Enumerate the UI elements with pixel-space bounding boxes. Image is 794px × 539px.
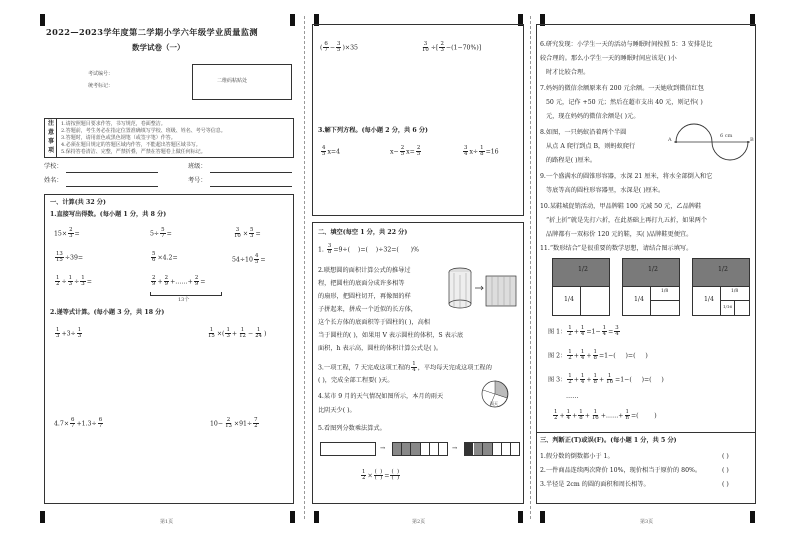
bar-model bbox=[464, 442, 520, 456]
bar-seg bbox=[511, 443, 519, 455]
eighth-label: 1/8 bbox=[661, 289, 669, 294]
denominator: 2 bbox=[554, 415, 558, 422]
denominator: 4 bbox=[412, 367, 416, 374]
name-label: 姓名： bbox=[44, 177, 63, 184]
numerator: 3 bbox=[235, 227, 240, 233]
numerator: 1 bbox=[56, 275, 60, 281]
fill-9-line: 等底等高的圆柱形容器里，水深是( )厘米。 bbox=[546, 187, 665, 194]
denominator: 16 bbox=[591, 415, 599, 422]
denominator: 9 bbox=[194, 281, 199, 288]
numerator: 1 bbox=[625, 409, 629, 415]
bar-seg bbox=[493, 443, 502, 455]
fraction-square bbox=[622, 258, 680, 316]
fill-7-line: 7.妈妈的微信余额原来有 200 元余额。一天她收到微信红包 bbox=[540, 85, 704, 92]
numerator: 1 bbox=[209, 327, 214, 333]
denominator: 4 bbox=[580, 331, 585, 338]
judge-item: 2.一件商品连续两次降价 10%，现价相当于原价的 80%。 bbox=[540, 467, 702, 474]
numerator: 3 bbox=[464, 145, 468, 151]
fill-2-line: 当于圆柱的( )，如果用 V 表示圆柱的体积，S 表示底 bbox=[318, 332, 464, 339]
registration-mark bbox=[518, 511, 523, 523]
q1-title: 1.直接写出得数。(每小题 1 分，共 8 分) bbox=[50, 211, 167, 218]
registration-mark bbox=[750, 511, 755, 523]
denominator: 12 bbox=[239, 333, 246, 340]
numerator: 13 bbox=[56, 251, 63, 257]
exam-no-label: 考试编号： bbox=[88, 71, 114, 77]
numerator: 3 bbox=[615, 325, 619, 331]
denominator: ( ) bbox=[391, 475, 400, 482]
numerator: 2 bbox=[440, 41, 444, 47]
denominator: 4 bbox=[580, 355, 585, 362]
eighth-label: 1/8 bbox=[731, 289, 739, 294]
arrow: → bbox=[380, 445, 386, 452]
page-number: 第1页 bbox=[160, 519, 174, 525]
numerator: 1 bbox=[580, 349, 585, 355]
class-label: 班级： bbox=[188, 163, 207, 170]
denominator: 5 bbox=[337, 47, 341, 54]
denominator: n bbox=[625, 415, 629, 422]
fill-11: 11.“数形结合”是很重要的数学思想，请结合图示填写。 bbox=[540, 245, 693, 252]
denominator: 7 bbox=[324, 47, 328, 54]
q2-item: 4.7× $\frac{6}{7}$ +1.3÷ $\frac{6}{7}$ bbox=[54, 417, 103, 430]
page-number: 第2页 bbox=[412, 519, 426, 525]
notice-box bbox=[44, 118, 294, 158]
judge-item: 1.假分数的倒数都小于 1。 bbox=[540, 453, 614, 460]
bar-seg bbox=[465, 443, 474, 455]
numerator: ( ) bbox=[391, 469, 400, 475]
denominator: 9 bbox=[164, 281, 169, 288]
numerator: 1 bbox=[579, 409, 583, 415]
fill-5: 5.看图列分数乘法算式。 bbox=[318, 425, 386, 432]
q1-item bbox=[54, 252, 83, 264]
numerator: 6 bbox=[324, 41, 328, 47]
numerator: 1 bbox=[580, 325, 585, 331]
denominator: 4 bbox=[580, 379, 585, 386]
bar-seg bbox=[393, 443, 402, 455]
registration-mark bbox=[290, 14, 295, 26]
denominator: 7 bbox=[161, 233, 165, 240]
id-input[interactable] bbox=[210, 186, 292, 187]
fill-8-line: 8.如图，一只蚂蚁沿着两个半圆 bbox=[540, 129, 627, 136]
fig-row: 图 3： $\frac{1}{2}$ + $\frac{1}{4}$ + $\frac{1}{8}$ + $\frac{1}{16}$ =1−( )=( ) bbox=[548, 373, 664, 386]
numerator: 4 bbox=[322, 145, 326, 151]
weather-pie-chart bbox=[480, 378, 510, 414]
denominator: 3 bbox=[440, 47, 444, 54]
denominator: ( ) bbox=[374, 475, 383, 482]
numerator: 1 bbox=[226, 327, 230, 333]
denominator: 7 bbox=[98, 423, 103, 430]
fill-8-line: 的路程是( )厘米。 bbox=[546, 157, 597, 164]
registration-mark bbox=[40, 511, 45, 523]
q2-item: 10− $\frac{2}{13}$ ×91÷ $\frac{7}{2}$ bbox=[210, 417, 258, 430]
denominator: 10 bbox=[234, 233, 241, 240]
fill-2-line: 子拼起来，拼成一个近似的长方体， bbox=[318, 306, 417, 313]
fill-10-line: 品牌都有一双标价 120 元的鞋，买( )品牌鞋更便宜。 bbox=[546, 231, 693, 238]
q1-item bbox=[232, 228, 261, 240]
numerator: 1 bbox=[602, 325, 607, 331]
fig-row: 图 1： $\frac{1}{2}$ + $\frac{1}{4}$ =1− $\frac{1}{4}$ = $\frac{3}{4}$ bbox=[548, 325, 619, 338]
bar-seg bbox=[402, 443, 411, 455]
q2-title: 2.递等式计算。(每小题 3 分，共 18 分) bbox=[50, 309, 165, 316]
numerator: 7 bbox=[254, 417, 258, 423]
fill-2-line: 面积，h 表示高，圆柱的体积计算公式是( )。 bbox=[318, 345, 443, 352]
notice-line: 2.答题前，考生务必在指定位置准确填写学校、班级、姓名、考号等信息。 bbox=[61, 128, 226, 134]
point-a-label: A bbox=[668, 137, 672, 143]
section-divider bbox=[536, 432, 756, 433]
equation-item: x− $\frac{2}{5}$ x= $\frac{2}{5}$ bbox=[390, 145, 421, 158]
numerator: 1 bbox=[568, 373, 572, 379]
equation-item: $\frac{4}{5}$ x=4 bbox=[322, 145, 341, 158]
numerator: 1 bbox=[593, 349, 597, 355]
quarter-label: 1/4 bbox=[564, 296, 574, 303]
q2-item: $\frac{1}{15}$ ×( $\frac{1}{3}$ + $\frac{1}{12}$ − $\frac{1}{24}$ ) bbox=[208, 327, 267, 340]
numerator: 5 bbox=[250, 227, 254, 233]
fill-8-line: 从点 A 爬行到点 B，则蚂蚁爬行 bbox=[546, 143, 636, 150]
denominator: 5 bbox=[416, 151, 421, 158]
denominator: 4 bbox=[566, 415, 571, 422]
notice-head-char: 注 bbox=[47, 120, 54, 127]
quarter-label: 1/4 bbox=[634, 296, 644, 303]
half-label: 1/2 bbox=[578, 266, 588, 273]
fill-7-line: 元，现在妈妈的微信余额是( )元。 bbox=[546, 113, 640, 120]
half-label: 1/2 bbox=[648, 266, 658, 273]
ellipsis: …… bbox=[566, 393, 579, 400]
numerator: 1 bbox=[240, 327, 245, 333]
bar-seg bbox=[483, 443, 492, 455]
registration-mark bbox=[314, 511, 319, 523]
numerator: 2 bbox=[69, 227, 73, 233]
denominator: 13 bbox=[225, 423, 232, 430]
q1-item bbox=[232, 254, 266, 266]
registration-mark bbox=[40, 14, 45, 26]
q1-text: 15× bbox=[54, 230, 68, 238]
denominator: 8 bbox=[593, 379, 597, 386]
numerator: 4 bbox=[254, 253, 259, 259]
numerator: 1 bbox=[480, 145, 484, 151]
denominator: 5 bbox=[254, 259, 259, 266]
q1-text: ÷ bbox=[74, 278, 80, 286]
q1-text: = bbox=[74, 230, 80, 238]
numerator: 2 bbox=[194, 275, 199, 281]
denominator: 2 bbox=[362, 475, 366, 482]
numerator: 6 bbox=[71, 417, 75, 423]
denominator: 7 bbox=[71, 423, 75, 430]
q1-text: ×4.2= bbox=[157, 254, 178, 262]
notice-head-char: 事 bbox=[47, 138, 54, 145]
numerator: 1 bbox=[593, 409, 598, 415]
fill-9-line: 9.一个盛满水的圆锥形容器，水深 21 厘米，将水全部倒入和它 bbox=[540, 173, 713, 180]
quarter-label: 1/4 bbox=[704, 296, 714, 303]
page-divider bbox=[304, 16, 305, 519]
bar-seg bbox=[474, 443, 483, 455]
denominator: 2 bbox=[56, 281, 60, 288]
q1-text: = bbox=[255, 230, 261, 238]
judge-answer[interactable]: ( ) bbox=[722, 453, 729, 460]
brace-label: 13个 bbox=[178, 297, 190, 303]
numerator: 5 bbox=[161, 227, 165, 233]
section1-box bbox=[44, 194, 294, 504]
numerator: 1 bbox=[412, 361, 416, 367]
q1-item bbox=[150, 228, 172, 240]
qr-box-label: 二维码粘贴处 bbox=[217, 78, 248, 84]
equation-item: $\frac{3}{4}$ x÷ $\frac{1}{8}$ =16 bbox=[464, 145, 499, 158]
numerator: 1 bbox=[566, 409, 571, 415]
denominator: 4 bbox=[615, 331, 619, 338]
notice-line: 1.请按照题目要求作答，书写规范，卷面整洁。 bbox=[61, 121, 166, 127]
school-input[interactable] bbox=[66, 172, 158, 173]
fill-2-line: 这个长方体的底面积等于圆柱的( )，高相 bbox=[318, 319, 430, 326]
fill-4b: 比阴天少( )。 bbox=[318, 407, 356, 414]
q1-item-series: $\frac{2}{9}$ + $\frac{2}{9}$ +……+ $\frac{2}{9}$ = bbox=[152, 275, 206, 288]
q1-text: = bbox=[260, 256, 266, 264]
fill-3: 3.一项工程，7 天完成这项工程的 $\frac{1}{4}$ ，平均每天完成这项工程的 bbox=[318, 361, 492, 374]
semicircle-path-figure bbox=[670, 120, 754, 166]
numerator: 1 bbox=[568, 349, 572, 355]
numerator: 5 bbox=[152, 251, 156, 257]
numerator: 1 bbox=[77, 327, 82, 333]
denominator: 4 bbox=[602, 331, 607, 338]
numerator: 2 bbox=[416, 145, 421, 151]
fill-5-equation: $\frac{1}{2}$ × $\frac{( )}{( )}$ = $\frac{( )}{( )}$ bbox=[362, 469, 400, 482]
q1-item bbox=[54, 228, 80, 240]
q1-text: = bbox=[86, 278, 92, 286]
denominator: 3 bbox=[81, 281, 85, 288]
sixteenth-label: 1/16 bbox=[723, 304, 732, 309]
denominator: 4 bbox=[464, 151, 468, 158]
judge-answer[interactable]: ( ) bbox=[722, 467, 729, 474]
denominator: 9 bbox=[152, 281, 156, 288]
numerator: 1 bbox=[362, 469, 366, 475]
judge-answer[interactable]: ( ) bbox=[722, 481, 729, 488]
q1-text: ÷ bbox=[61, 278, 67, 286]
denominator: 6 bbox=[152, 257, 156, 264]
q1-item bbox=[150, 252, 178, 264]
cylinder-illustration bbox=[446, 264, 520, 316]
q2-item: $\frac{1}{3}$ +3÷ $\frac{1}{3}$ bbox=[56, 327, 82, 340]
fill-1: 1. $\frac{3}{8}$ =9÷( )=( )÷32=( )% bbox=[318, 243, 419, 256]
denominator: 5 bbox=[322, 151, 326, 158]
bar-seg bbox=[502, 443, 511, 455]
class-input[interactable] bbox=[210, 172, 292, 173]
notice-head-char: 项 bbox=[47, 147, 54, 154]
denominator: 8 bbox=[480, 151, 484, 158]
denominator: 24 bbox=[255, 333, 262, 340]
q3-title: 3.解下列方程。(每小题 2 分，共 6 分) bbox=[318, 127, 428, 134]
denominator: 3 bbox=[68, 281, 73, 288]
denominator: 2 bbox=[568, 379, 572, 386]
half-label: 1/2 bbox=[718, 266, 728, 273]
bar-seg bbox=[421, 443, 430, 455]
registration-mark bbox=[290, 511, 295, 523]
exam-mark-label: 统考标记： bbox=[88, 83, 114, 89]
denominator: 2 bbox=[254, 423, 258, 430]
denominator: 2 bbox=[568, 331, 572, 338]
fill-6-line: 时才比较合理。 bbox=[546, 69, 590, 76]
pie-label: 雨天 bbox=[490, 401, 498, 406]
denominator: 15 bbox=[208, 333, 215, 340]
fraction-square bbox=[552, 258, 610, 316]
denominator: 10 bbox=[422, 47, 429, 54]
q1-text: × bbox=[242, 230, 249, 238]
length-label: 6 cm bbox=[720, 133, 733, 139]
numerator: 2 bbox=[152, 275, 156, 281]
section3-title: 三、判断正(T)或误(F)。(每小题 1 分，共 5 分) bbox=[540, 437, 677, 444]
section1-title: 一、计算(共 32 分) bbox=[50, 199, 106, 206]
denominator: 5 bbox=[400, 151, 405, 158]
notice-head-char: 意 bbox=[47, 129, 54, 136]
point-b-label: B bbox=[750, 137, 754, 143]
numerator: 1 bbox=[68, 275, 73, 281]
denominator: 15 bbox=[56, 257, 63, 264]
school-label: 学校： bbox=[44, 163, 63, 170]
brace bbox=[150, 292, 222, 296]
numerator: ( ) bbox=[374, 469, 383, 475]
q1-text: 54÷10 bbox=[232, 256, 253, 264]
fill-4: 4.某市 9 月的天气情况如图所示，本月的雨天 bbox=[318, 393, 444, 400]
exam-title: 2022—2023学年度第二学期小学六年级学业质量监测 bbox=[46, 27, 258, 37]
calc-item: $\frac{3}{10}$ ÷[ $\frac{2}{3}$ −(1−70%)] bbox=[422, 41, 482, 54]
numerator: 2 bbox=[226, 417, 231, 423]
exam-subtitle: 数学试卷（一） bbox=[132, 43, 185, 52]
bar-seg bbox=[430, 443, 439, 455]
denominator: 3 bbox=[250, 233, 254, 240]
denominator: 2 bbox=[568, 355, 572, 362]
fill-10-line: 10.某鞋城促销活动，甲品牌鞋 100 元减 50 元，乙品牌鞋 bbox=[540, 203, 702, 210]
numerator: 1 bbox=[554, 409, 558, 415]
denominator: 16 bbox=[606, 379, 614, 386]
notice-head bbox=[45, 119, 57, 157]
q1-text: ÷39= bbox=[64, 254, 84, 262]
qr-code-box bbox=[192, 64, 292, 100]
fill-7-line: 50 元，记作 +50 元；然后在超市支出 40 元，则记作( ) bbox=[546, 99, 703, 106]
numerator: 2 bbox=[164, 275, 169, 281]
fill-6-line: 6.研究发现：小学生一天的活动与睡眠时间按照 5：3 安排是比 bbox=[540, 41, 713, 48]
q1-item bbox=[54, 276, 92, 288]
bar-model bbox=[320, 442, 376, 456]
numerator: 1 bbox=[607, 373, 612, 379]
registration-mark bbox=[540, 511, 545, 523]
q1-text: = bbox=[166, 230, 172, 238]
id-label: 考号： bbox=[188, 177, 207, 184]
notice-line: 4.必须在题目规定的答题区域内作答，不能超出答题区域书写。 bbox=[61, 142, 201, 148]
section2-title: 二、填空(每空 1 分，共 22 分) bbox=[318, 229, 408, 236]
fill-2-line: 的扇形，把圆柱切开，再像图的样 bbox=[318, 293, 411, 300]
denominator: 3 bbox=[56, 333, 60, 340]
numerator: 1 bbox=[256, 327, 261, 333]
fill-2-line: 程，把圆柱的底面分成许多相等 bbox=[318, 280, 405, 287]
fig-row: 图 2： $\frac{1}{2}$ + $\frac{1}{4}$ + $\frac{1}{8}$ =1−( )=( ) bbox=[548, 349, 648, 362]
q1-text: 5÷ bbox=[150, 230, 160, 238]
denominator: 3 bbox=[69, 233, 73, 240]
numerator: 6 bbox=[98, 417, 103, 423]
notice-line: 5.保持答卷清洁、完整，严禁折叠，严禁在答题卷上做任何标记。 bbox=[61, 149, 206, 155]
fill-2-line: 2.联想圆的面积计算公式的推导过 bbox=[318, 267, 411, 274]
numerator: 3 bbox=[337, 41, 341, 47]
calc-item: ( $\frac{6}{7}$ − $\frac{3}{5}$ )×35 bbox=[320, 41, 358, 54]
numerator: 2 bbox=[400, 145, 405, 151]
name-input[interactable] bbox=[66, 186, 158, 187]
numerator: 1 bbox=[81, 275, 85, 281]
fill-6-line: 较合理的。那么小学生一天的睡眠时间应该是( )小 bbox=[540, 55, 677, 62]
bar-model bbox=[392, 442, 448, 456]
denominator: 8 bbox=[579, 415, 583, 422]
fill-3b: ( )，完成全部工程要( )天。 bbox=[318, 377, 394, 384]
numerator: 1 bbox=[593, 373, 597, 379]
numerator: 1 bbox=[568, 325, 572, 331]
bar-seg bbox=[411, 443, 420, 455]
page-divider bbox=[530, 16, 531, 519]
numerator: 3 bbox=[423, 41, 428, 47]
bar-seg bbox=[439, 443, 447, 455]
arrow: → bbox=[452, 445, 458, 452]
denominator: 8 bbox=[593, 355, 597, 362]
fig-row: $\frac{1}{2}$ + $\frac{1}{4}$ + $\frac{1}{8}$ + $\frac{1}{16}$ +……+ $\frac{1}{n}$ =( ) bbox=[554, 409, 657, 422]
page-number: 第3页 bbox=[640, 519, 654, 525]
denominator: 8 bbox=[327, 249, 332, 256]
numerator: 1 bbox=[580, 373, 585, 379]
denominator: 3 bbox=[77, 333, 82, 340]
denominator: 3 bbox=[226, 333, 230, 340]
fill-10-line: “折上折”就是先打六折，在此基础上再打九五折，如果两个 bbox=[546, 217, 708, 224]
judge-item: 3.半径是 2cm 的圆的面积和周长相等。 bbox=[540, 481, 650, 488]
numerator: 1 bbox=[56, 327, 60, 333]
fraction-square bbox=[692, 258, 750, 316]
notice-line: 3.答题时，请用蓝色或黑色钢笔（或签字笔）作答。 bbox=[61, 135, 176, 141]
numerator: 3 bbox=[327, 243, 332, 249]
